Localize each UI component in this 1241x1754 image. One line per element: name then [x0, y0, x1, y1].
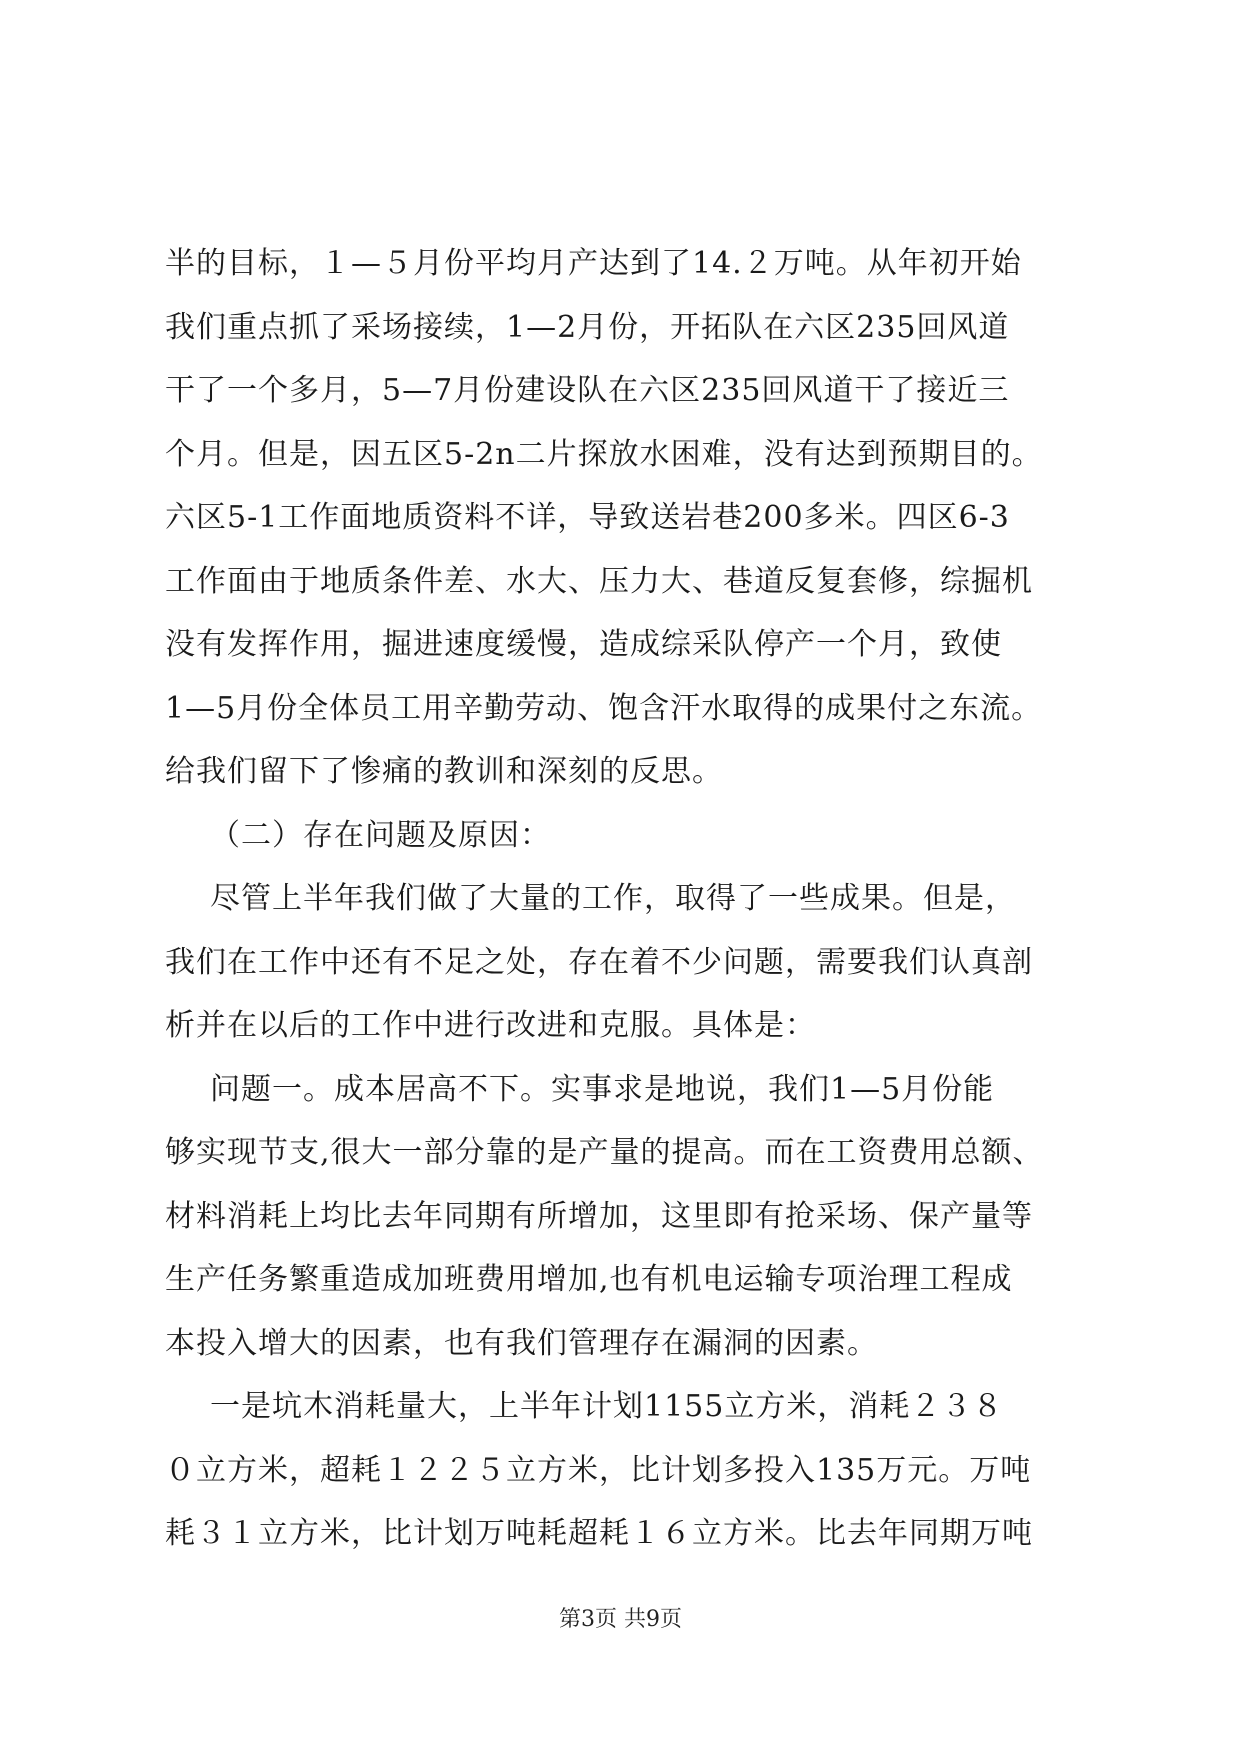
text-line: 我们重点抓了采场接续，1—2月份，开拓队在六区235回风道 [165, 309, 1010, 345]
text-line: 没有发挥作用，掘进速度缓慢，造成综采队停产一个月，致使 [165, 627, 1002, 662]
text-line: 工作面由于地质条件差、水大、压力大、巷道反复套修，综掘机 [165, 563, 1033, 599]
text-line: 析并在以后的工作中进行改进和克服。具体是： [165, 1008, 816, 1043]
text-line: 本投入增大的因素，也有我们管理存在漏洞的因素。 [165, 1325, 878, 1361]
text-line: ０立方米，超耗１２２５立方米，比计划多投入135万元。万吨 [165, 1452, 1032, 1488]
text-line: 半的目标，１—５月份平均月产达到了14.２万吨。从年初开始 [165, 246, 1022, 281]
text-line: 耗３１立方米，比计划万吨耗超耗１６立方米。比去年同期万吨 [165, 1516, 1033, 1551]
text-line: 问题一。成本居高不下。实事求是地说，我们1—5月份能 [210, 1071, 995, 1107]
text-line: 干了一个多月，5—7月份建设队在六区235回风道干了接近三 [165, 373, 1010, 408]
text-line: 够实现节支,很大一部分靠的是产量的提高。而在工资费用总额、 [165, 1135, 1044, 1170]
text-line: 1—5月份全体员工用辛勤劳动、饱含汗水取得的成果付之东流。 [165, 690, 1043, 726]
text-line: 一是坑木消耗量大，上半年计划1155立方米，消耗２３８ [210, 1389, 1004, 1424]
text-line: 六区5-1工作面地质资料不详，导致送岩巷200多米。四区6-3 [165, 500, 1010, 535]
text-line: 材料消耗上均比去年同期有所增加，这里即有抢采场、保产量等 [165, 1198, 1033, 1234]
text-line: 个月。但是，因五区5-2n二片探放水困难，没有达到预期目的。 [165, 436, 1043, 472]
text-line: 我们在工作中还有不足之处，存在着不少问题，需要我们认真剖 [165, 944, 1033, 980]
text-line: 尽管上半年我们做了大量的工作，取得了一些成果。但是， [210, 881, 1016, 916]
document-body [165, 232, 1085, 1566]
page-footer: 第3页 共9页 [559, 1607, 682, 1632]
text-line: 给我们留下了惨痛的教训和深刻的反思。 [165, 754, 723, 789]
text-line: 生产任务繁重造成加班费用增加,也有机电运输专项治理工程成 [165, 1262, 1013, 1297]
section-heading: （二）存在问题及原因： [210, 817, 551, 853]
